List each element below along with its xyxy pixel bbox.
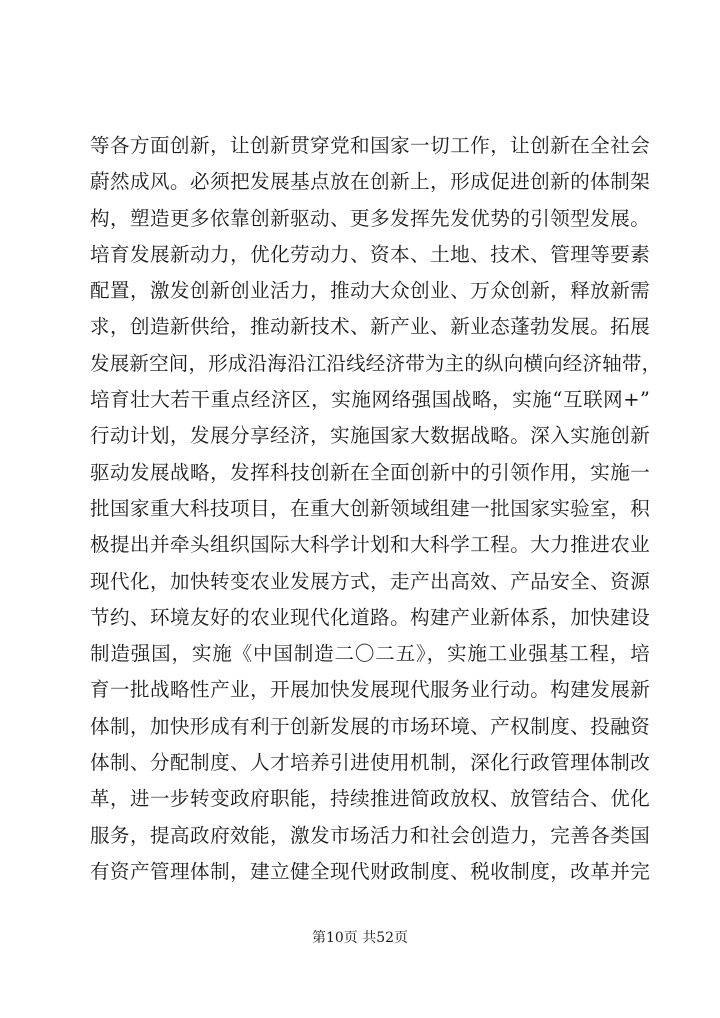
page-footer: 第10页 共52页 — [311, 930, 409, 946]
text-line: 培育壮大若干重点经济区，实施网络强国战略，实施“互联网+” — [90, 388, 650, 412]
text-line: 配置，激发创新创业活力，推动大众创业、万众创新，释放新需 — [90, 279, 650, 303]
text-line: 革，进一步转变政府职能，持续推进简政放权、放管结合、优化 — [90, 787, 650, 811]
text-line: 培育发展新动力，优化劳动力、资本、土地、技术、管理等要素 — [90, 242, 650, 266]
body-text — [90, 128, 662, 890]
text-line: 有资产管理体制，建立健全现代财政制度、税收制度，改革并完 — [90, 859, 650, 883]
text-line: 极提出并牵头组织国际大科学计划和大科学工程。大力推进农业 — [90, 533, 650, 557]
text-line: 育一批战略性产业，开展加快发展现代服务业行动。构建发展新 — [90, 678, 650, 702]
text-line: 等各方面创新，让创新贯穿党和国家一切工作，让创新在全社会 — [90, 134, 650, 157]
text-line: 制造强国，实施《中国制造二〇二五》，实施工业强基工程，培 — [90, 642, 650, 666]
text-line: 体制，加快形成有利于创新发展的市场环境、产权制度、投融资 — [90, 714, 650, 738]
text-line: 蔚然成风。必须把发展基点放在创新上，形成促进创新的体制架 — [90, 170, 650, 194]
text-line: 求，创造新供给，推动新技术、新产业、新业态蓬勃发展。拓展 — [90, 315, 650, 339]
text-line: 现代化，加快转变农业发展方式，走产出高效、产品安全、资源 — [90, 569, 650, 593]
text-line: 节约、环境友好的农业现代化道路。构建产业新体系，加快建设 — [90, 605, 650, 629]
text-line: 发展新空间，形成沿海沿江沿线经济带为主的纵向横向经济轴带， — [90, 351, 662, 375]
text-line: 批国家重大科技项目，在重大创新领域组建一批国家实验室，积 — [90, 496, 650, 520]
text-line: 体制、分配制度、人才培养引进使用机制，深化行政管理体制改 — [90, 751, 650, 775]
text-line: 驱动发展战略，发挥科技创新在全面创新中的引领作用，实施一 — [90, 460, 650, 484]
text-line: 服务，提高政府效能，激发市场活力和社会创造力，完善各类国 — [90, 823, 650, 847]
text-line: 构，塑造更多依靠创新驱动、更多发挥先发优势的引领型发展。 — [90, 206, 650, 230]
text-line: 行动计划，发展分享经济，实施国家大数据战略。深入实施创新 — [90, 424, 650, 448]
